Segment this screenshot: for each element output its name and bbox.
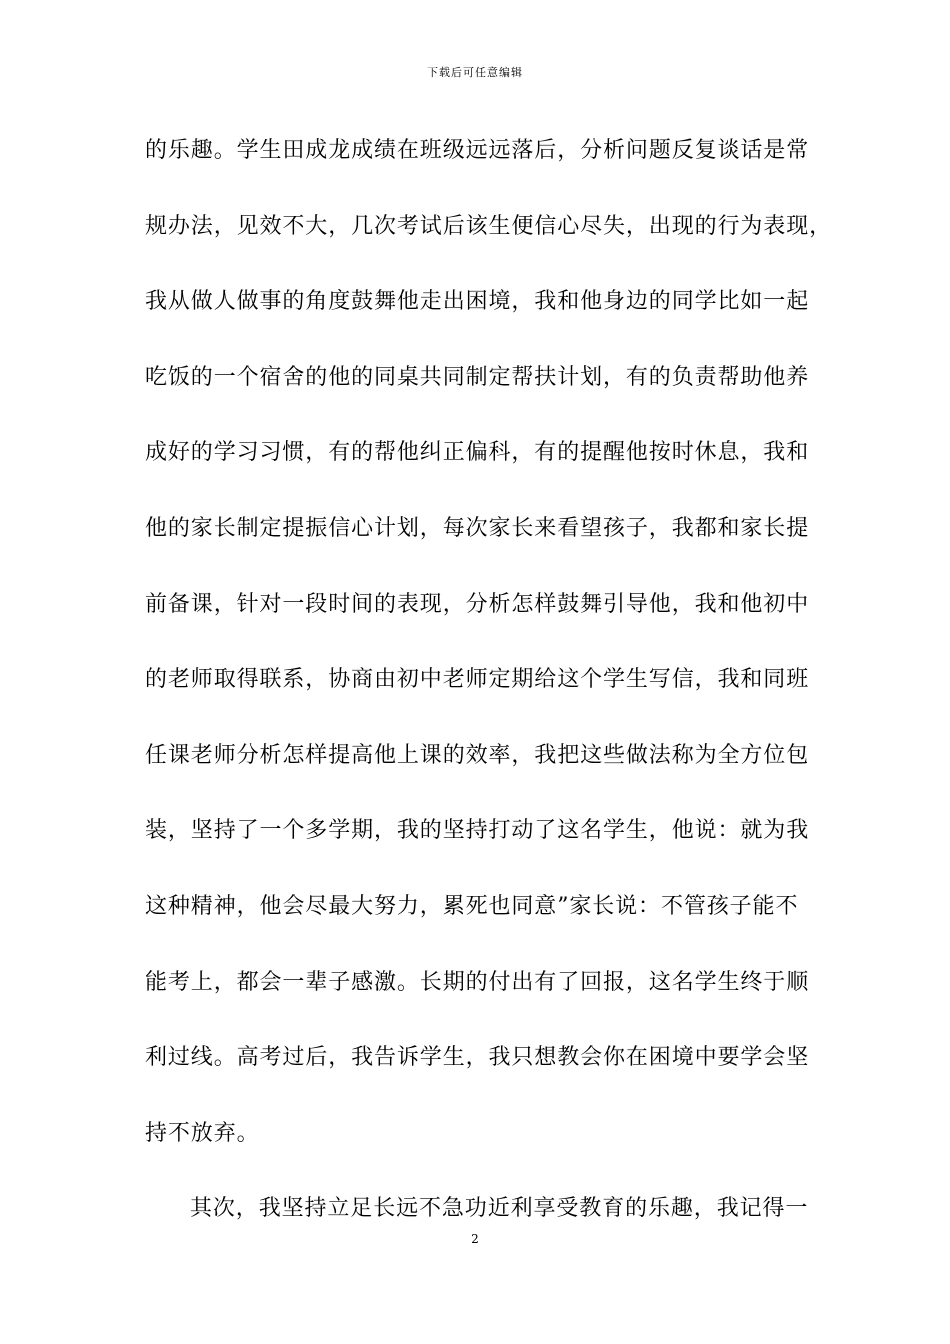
document-body	[145, 132, 833, 1266]
page-header: 下载后可任意编辑	[427, 66, 523, 79]
text-line: 前备课，针对一段时间的表现，分析怎样鼓舞引导他，我和他初中	[145, 591, 810, 617]
text-line: 我从做人做事的角度鼓舞他走出困境，我和他身边的同学比如一起	[145, 289, 810, 315]
text-line: 的乐趣。学生田成龙成绩在班级远远落后，分析问题反复谈话是常	[145, 138, 810, 163]
text-line: 规办法，见效不大，几次考试后该生便信心尽失，出现的行为表现，	[145, 213, 833, 239]
text-line: 成好的学习习惯，有的帮他纠正偏科，有的提醒他按时休息，我和	[145, 440, 810, 466]
text-line: 持不放弃。	[145, 1120, 260, 1146]
text-line: 利过线。高考过后，我告诉学生，我只想教会你在困境中要学会坚	[145, 1045, 810, 1071]
text-line: 装，坚持了一个多学期，我的坚持打动了这名学生，他说：就为我	[145, 818, 810, 844]
text-line: 任课老师分析怎样提高他上课的效率，我把这些做法称为全方位包	[145, 742, 810, 768]
text-line: 他的家长制定提振信心计划，每次家长来看望孩子，我都和家长提	[145, 515, 810, 541]
text-line: 的老师取得联系，协商由初中老师定期给这个学生写信，我和同班	[145, 667, 810, 693]
text-line: 吃饭的一个宿舍的他的同桌共同制定帮扶计划，有的负责帮助他养	[145, 364, 810, 390]
text-line: 这种精神，他会尽最大努力，累死也同意”家长说：不管孩子能不	[145, 893, 799, 919]
paragraph-start-line: 其次，我坚持立足长远不急功近利享受教育的乐趣，我记得一	[190, 1196, 809, 1222]
page-number: 2	[471, 1232, 479, 1246]
text-line: 能考上，都会一辈子感激。长期的付出有了回报，这名学生终于顺	[145, 969, 810, 995]
